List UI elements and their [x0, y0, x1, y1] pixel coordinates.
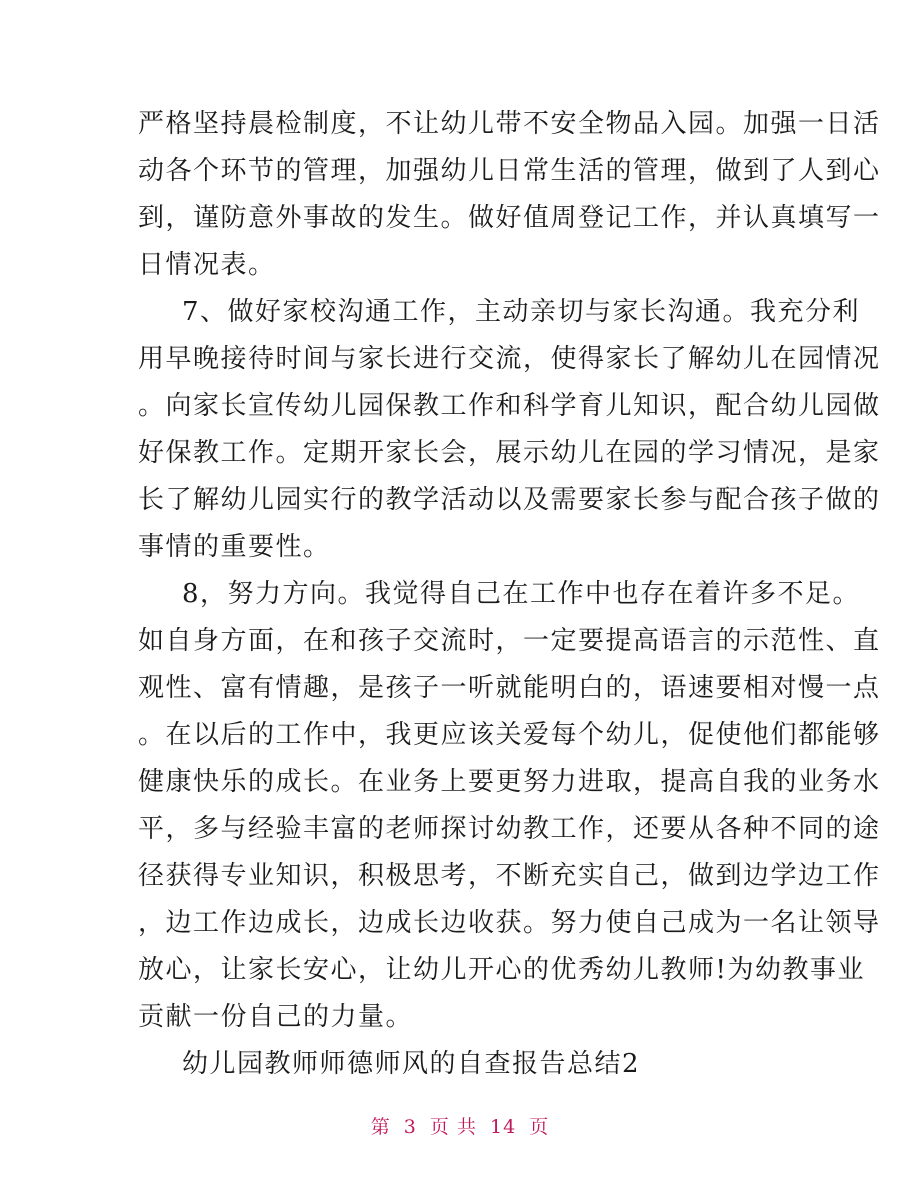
- footer-total-pages: 14: [490, 1116, 517, 1138]
- section-title: 幼儿园教师师德师风的自查报告总结2: [182, 1049, 641, 1079]
- text-line-19: 放心，让家长安心，让幼儿开心的优秀幼儿教师!为幼教事业: [138, 955, 865, 985]
- text-line-9: 长了解幼儿园实行的教学活动以及需要家长参与配合孩子做的: [138, 485, 881, 515]
- text-line-5: 7、做好家校沟通工作，主动亲切与家长沟通。我充分利: [182, 297, 861, 327]
- text-line-8: 好保教工作。定期开家长会，展示幼儿在园的学习情况，是家: [138, 438, 881, 468]
- text-line-11: 8，努力方向。我觉得自己在工作中也存在着许多不足。: [182, 579, 861, 609]
- text-line-14: 。在以后的工作中，我更应该关爱每个幼儿，促使他们都能够: [138, 720, 881, 750]
- text-line-2: 动各个环节的管理，加强幼儿日常生活的管理，做到了人到心: [138, 156, 881, 186]
- text-line-15: 健康快乐的成长。在业务上要更努力进取，提高自我的业务水: [138, 767, 881, 797]
- text-line-20: 贡献一份自己的力量。: [138, 1002, 414, 1032]
- footer-mid: 页 共: [429, 1116, 477, 1138]
- page-number-footer: [0, 1112, 920, 1139]
- text-line-13: 观性、富有情趣，是孩子一听就能明白的，语速要相对慢一点: [138, 673, 881, 703]
- text-line-1: 严格坚持晨检制度，不让幼儿带不安全物品入园。加强一日活: [138, 109, 881, 139]
- footer-suffix: 页: [529, 1116, 550, 1138]
- text-line-10: 事情的重要性。: [138, 532, 331, 562]
- text-line-18: ，边工作边成长，边成长边收获。努力使自己成为一名让领导: [138, 908, 881, 938]
- footer-prefix: 第: [370, 1116, 391, 1138]
- text-line-12: 如自身方面，在和孩子交流时，一定要提高语言的示范性、直: [138, 626, 881, 656]
- text-line-3: 到，谨防意外事故的发生。做好值周登记工作，并认真填写一: [138, 203, 881, 233]
- text-line-7: 。向家长宣传幼儿园保教工作和科学育儿知识，配合幼儿园做: [138, 391, 881, 421]
- text-line-6: 用早晚接待时间与家长进行交流，使得家长了解幼儿在园情况: [138, 344, 881, 374]
- text-line-4: 日情况表。: [138, 250, 276, 280]
- footer-current-page: 3: [403, 1116, 417, 1138]
- text-line-17: 径获得专业知识，积极思考，不断充实自己，做到边学边工作: [138, 861, 881, 891]
- text-line-16: 平，多与经验丰富的老师探讨幼教工作，还要从各种不同的途: [138, 814, 881, 844]
